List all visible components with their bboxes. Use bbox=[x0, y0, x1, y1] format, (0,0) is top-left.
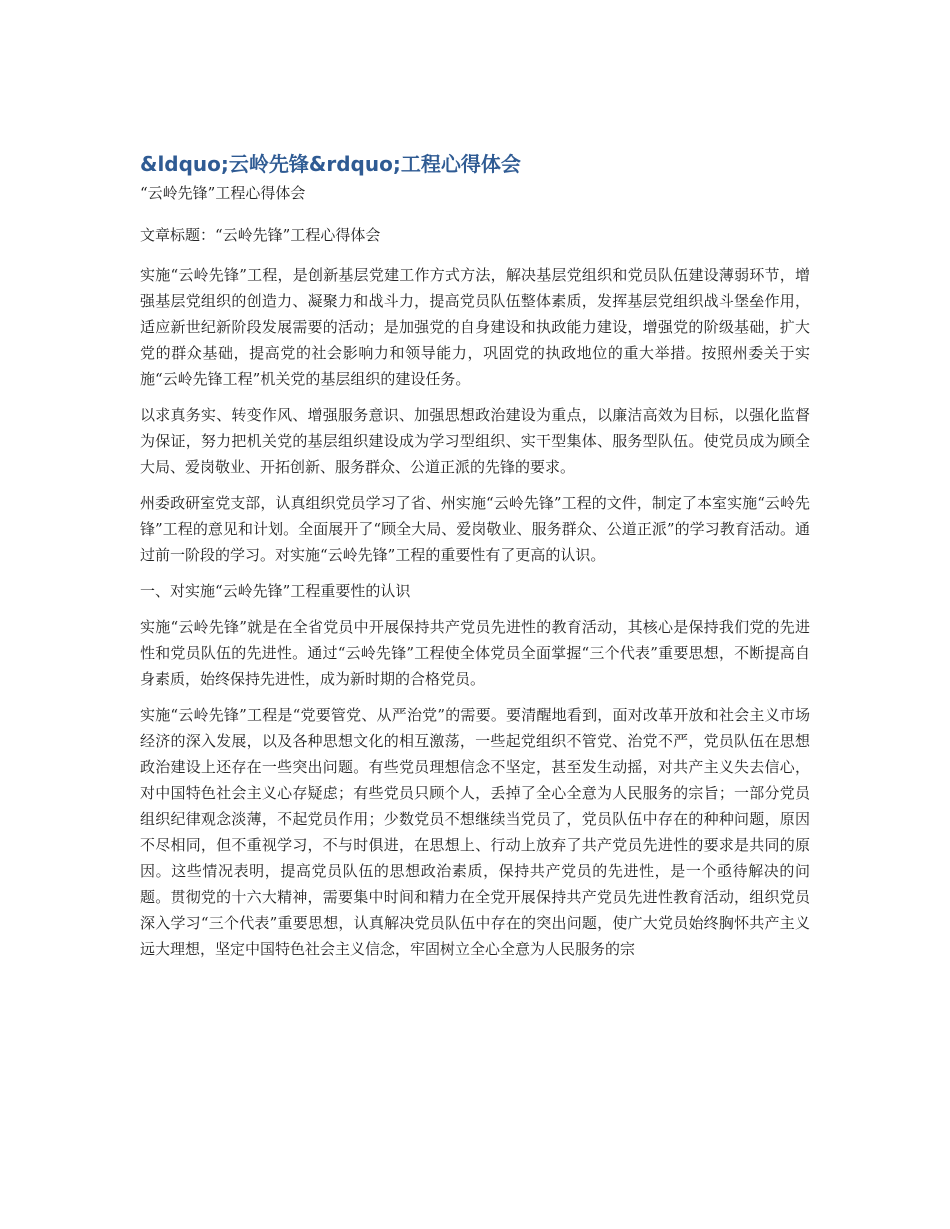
document-body bbox=[140, 222, 810, 962]
paragraph-goals: 以求真务实、转变作风、增强服务意识、加强思想政治建设为重点，以廉洁高效为目标，以强化监督为保证，努力把机关党的基层组织建设成为学习型组织、实干型集体、服务型队伍。使党员成为顾全大局、爱岗敬业、开拓创新、服务群众、公道正派的先锋的要求。 bbox=[140, 406, 810, 476]
paragraph-core: 实施“云岭先锋”就是在全省党员中开展保持共产党员先进性的教育活动，其核心是保持我们党的先进性和党员队伍的先进性。通过“云岭先锋”工程使全体党员全面掌握“三个代表”重要思想，不断提高自身素质，始终保持先进性，成为新时期的合格党员。 bbox=[140, 618, 810, 688]
article-title-line: 文章标题：“云岭先锋”工程心得体会 bbox=[140, 226, 381, 244]
paragraph-intro: 实施“云岭先锋”工程，是创新基层党建工作方式方法，解决基层党组织和党员队伍建设薄弱环节，增强基层党组织的创造力、凝聚力和战斗力，提高党员队伍整体素质，发挥基层党组织战斗堡垒作用，适应新世纪新阶段发展需要的活动；是加强党的自身建设和执政能力建设，增强党的阶级基础，扩大党的群众基础，提高党的社会影响力和领导能力，巩固党的执政地位的重大举措。按照州委关于实施“云岭先锋工程”机关党的基层组织的建设任务。 bbox=[140, 266, 810, 388]
paragraph-branch-study: 州委政研室党支部，认真组织党员学习了省、州实施“云岭先锋”工程的文件，制定了本室实施“云岭先锋”工程的意见和计划。全面展开了“顾全大局、爱岗敬业、服务群众、公道正派”的学习教育活动。通过前一阶段的学习。对实施“云岭先锋”工程的重要性有了更高的认识。 bbox=[140, 494, 810, 564]
section-heading: 一、对实施“云岭先锋”工程重要性的认识 bbox=[140, 582, 411, 600]
document-title: &ldquo;云岭先锋&rdquo;工程心得体会 bbox=[140, 152, 521, 176]
paragraph-strict-governance: 实施“云岭先锋”工程是“党要管党、从严治党”的需要。要清醒地看到，面对改革开放和社会主义市场经济的深入发展，以及各种思想文化的相互激荡，一些起党组织不管党、治党不严，党员队伍在思想政治建设上还存在一些突出问题。有些党员理想信念不坚定，甚至发生动摇，对共产主义失去信心，对中国特色社会主义心存疑虑；有些党员只顾个人，丢掉了全心全意为人民服务的宗旨；一部分党员组织纪律观念淡薄，不起党员作用；少数党员不想继续当党员了，党员队伍中存在的种种问题，原因不尽相同，但不重视学习，不与时俱进，在思想上、行动上放弃了共产党员先进性的要求是共同的原因。这些情况表明，提高党员队伍的思想政治素质，保持共产党员的先进性，是一个亟待解决的问题。贯彻党的十六大精神，需要集中时间和精力在全党开展保持共产党员先进性教育活动，组织党员深入学习“三个代表”重要思想，认真解决党员队伍中存在的突出问题，使广大党员始终胸怀共产主义远大理想，坚定中国特色社会主义信念，牢固树立全心全意为人民服务的宗 bbox=[140, 706, 810, 958]
document-content bbox=[140, 148, 810, 972]
document-subtitle: “云岭先锋”工程心得体会 bbox=[140, 184, 306, 202]
